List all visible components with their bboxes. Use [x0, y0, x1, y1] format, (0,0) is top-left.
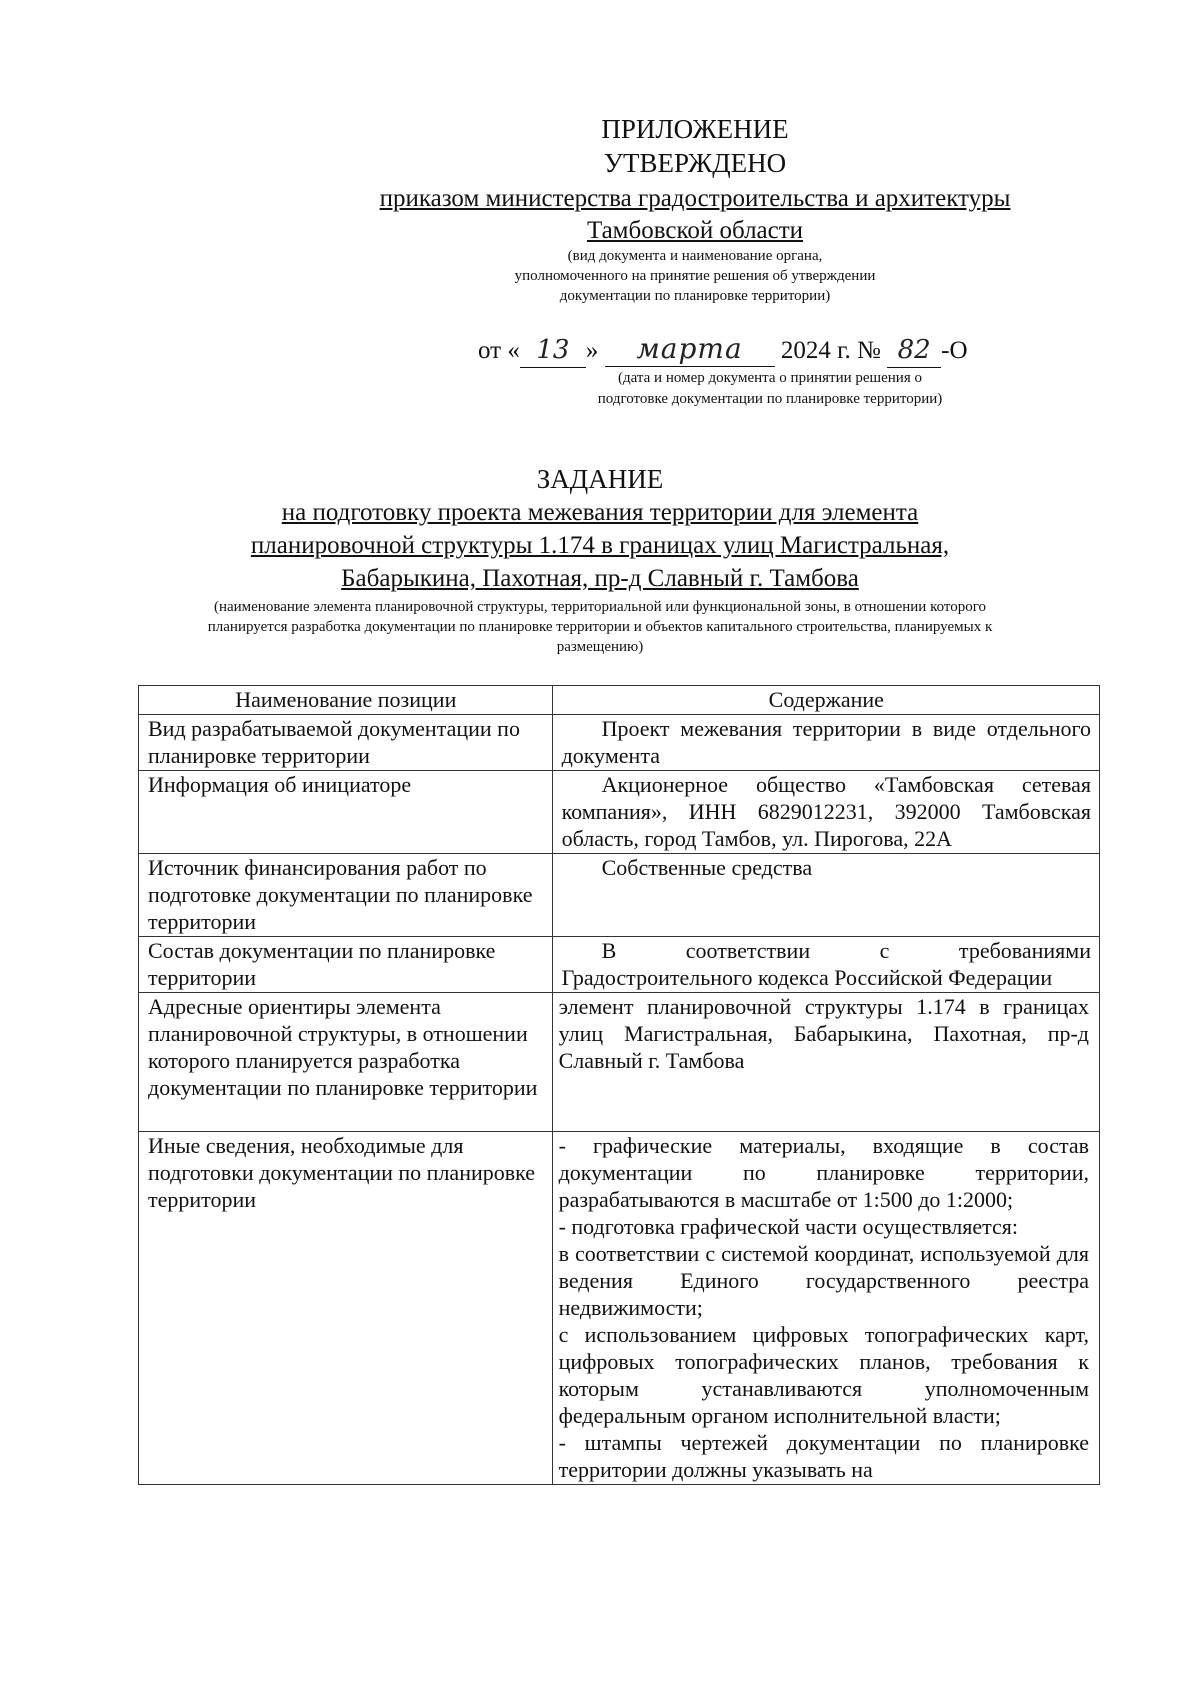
table-row: [139, 993, 1100, 1132]
handwritten-order-number: 82: [887, 333, 941, 368]
approved-label: УТВЕРЖДЕНО: [603, 148, 787, 178]
row-name: Адресные ориентиры элемента планировочной структуры, в отношении которого планируется разработка документации по планировке территории: [139, 993, 553, 1132]
subtitle-line: Бабарыкина, Пахотная, пр-д Славный г. Тамбова: [341, 565, 859, 592]
table-row: [139, 1132, 1100, 1485]
order-number-suffix: -О: [941, 337, 968, 364]
row-content: Акционерное общество «Тамбовская сетевая компания», ИНН 6829012231, 392000 Тамбовская область, город Тамбов, ул. Пирогова, 22А: [552, 771, 1099, 854]
approval-note-line: уполномоченного на принятие решения об утверждении: [514, 268, 876, 284]
content-paragraph: в соответствии с системой координат, используемой для ведения Единого государственного реестра недвижимости;: [558, 1241, 1089, 1320]
table-header-row: [139, 686, 1100, 715]
column-header-position: Наименование позиции: [139, 686, 553, 715]
row-content: [552, 1132, 1099, 1485]
date-year-text: 2024 г. №: [780, 337, 881, 364]
table-row: [139, 771, 1100, 854]
column-header-content: Содержание: [552, 686, 1099, 715]
approval-note: [300, 246, 1090, 306]
date-note-line: (дата и номер документа о принятии решения о: [618, 370, 922, 386]
row-name: Вид разрабатываемой документации по планировке территории: [139, 715, 553, 771]
subtitle-line: планировочной структуры 1.174 в границах улиц Магистральная,: [250, 532, 950, 559]
subtitle-note-line: планируется разработка документации по планировке территории и объектов капитального строительства, планируемых к: [207, 619, 993, 635]
approval-note-line: (вид документа и наименование органа,: [567, 248, 823, 264]
table-row: [139, 715, 1100, 771]
approval-region-line: Тамбовской области: [586, 217, 804, 244]
row-content: элемент планировочной структуры 1.174 в границах улиц Магистральная, Бабарыкина, Пахотная, пр-д Славный г. Тамбова: [552, 993, 1099, 1132]
row-name: Состав документации по планировке территории: [139, 937, 553, 993]
appendix-label: ПРИЛОЖЕНИЕ: [601, 114, 789, 144]
content-paragraph: - подготовка графической части осуществляется:: [558, 1214, 1019, 1239]
subtitle-note-line: (наименование элемента планировочной структуры, территориальной или функциональной зоны, в отношении которого: [213, 599, 987, 615]
content-paragraph: с использованием цифровых топографических карт, цифровых топографических планов, требования к которым устанавливаются уполномоченным федеральным органом исполнительной власти;: [558, 1322, 1089, 1428]
row-name: Иные сведения, необходимые для подготовки документации по планировке территории: [139, 1132, 553, 1485]
date-note-line: подготовке документации по планировке территории): [597, 391, 943, 407]
document-title: ЗАДАНИЕ: [536, 464, 664, 494]
approval-note-line: документации по планировке территории): [559, 288, 831, 304]
subtitle-note: [130, 597, 1070, 657]
date-quote-close: »: [585, 337, 599, 364]
date-note: [520, 368, 1020, 410]
content-paragraph: - штампы чертежей документации по планировке территории должны указывать на: [558, 1430, 1089, 1482]
order-date-line: [478, 332, 968, 368]
handwritten-day: 13: [520, 333, 586, 368]
row-name: Источник финансирования работ по подготовке документации по планировке территории: [139, 854, 553, 937]
row-content: Собственные средства: [552, 854, 1099, 937]
date-prefix: от «: [478, 337, 520, 364]
row-content: В соответствии с требованиями Градостроительного кодекса Российской Федерации: [552, 937, 1099, 993]
subtitle-line: на подготовку проекта межевания территории для элемента: [281, 499, 919, 526]
document-subtitle: [130, 496, 1070, 595]
content-paragraph: - графические материалы, входящие в состав документации по планировке территории, разрабатываются в масштабе от 1:500 до 1:2000;: [558, 1133, 1089, 1212]
table-row: [139, 937, 1100, 993]
row-name: Информация об инициаторе: [139, 771, 553, 854]
table-row: [139, 854, 1100, 937]
task-table: [138, 685, 1100, 1485]
approval-order-line: приказом министерства градостроительства и архитектуры: [379, 185, 1011, 212]
handwritten-month: марта: [605, 332, 775, 367]
subtitle-note-line: размещению): [556, 639, 644, 655]
row-content: Проект межевания территории в виде отдельного документа: [552, 715, 1099, 771]
